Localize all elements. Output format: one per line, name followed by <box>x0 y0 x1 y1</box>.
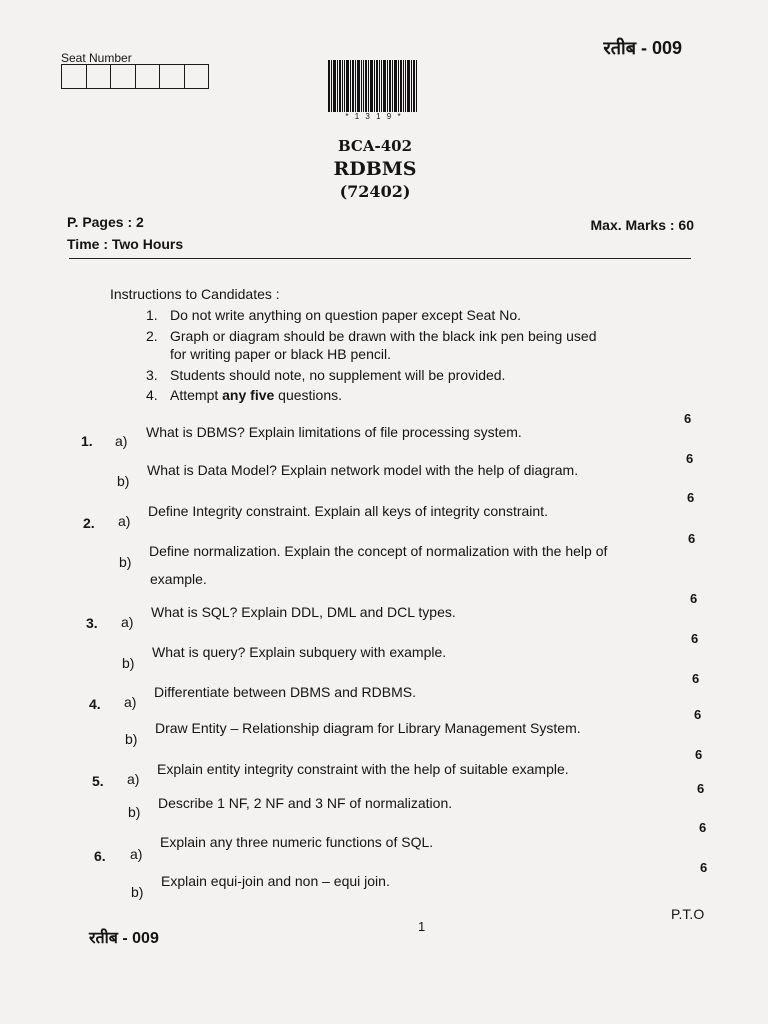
question-text-continued: example. <box>150 571 207 587</box>
question-number: 6. <box>94 848 106 864</box>
question-part-label: b) <box>125 731 138 747</box>
question-marks: 6 <box>700 860 708 875</box>
question-part-label: a) <box>124 694 137 710</box>
course-number: (72402) <box>339 182 411 201</box>
question-part-label: b) <box>122 655 135 671</box>
header-divider <box>69 258 691 259</box>
exam-duration: Time : Two Hours <box>67 236 184 252</box>
question-text: What is Data Model? Explain network model with the help of diagram. <box>147 462 579 478</box>
seat-number-label: Seat Number <box>61 51 132 65</box>
seat-box <box>111 65 136 88</box>
question-marks: 6 <box>697 781 705 796</box>
instruction-number: 4. <box>146 387 158 403</box>
question-part-label: a) <box>121 614 134 630</box>
instruction-text: Attempt <box>170 387 223 403</box>
question-marks: 6 <box>692 671 700 686</box>
question-marks: 6 <box>691 631 699 646</box>
course-code: BCA-402 <box>337 137 413 155</box>
question-part-label: a) <box>115 433 128 449</box>
question-marks: 6 <box>699 820 707 835</box>
instruction-number: 1. <box>146 307 158 323</box>
question-marks: 6 <box>684 411 692 426</box>
question-part-label: b) <box>117 473 130 489</box>
instruction-text: Students should note, no supplement will be provided. <box>170 367 506 383</box>
question-text: Explain any three numeric functions of SQL. <box>160 834 434 850</box>
question-number: 2. <box>83 515 95 531</box>
question-part-label: a) <box>127 771 140 787</box>
barcode-image <box>328 60 417 112</box>
question-text: Differentiate between DBMS and RDBMS. <box>154 684 416 700</box>
instruction-text: Do not write anything on question paper except Seat No. <box>170 307 521 323</box>
question-marks: 6 <box>688 531 696 546</box>
max-marks: Max. Marks : 60 <box>590 217 694 233</box>
seat-box <box>185 65 209 88</box>
question-number: 4. <box>89 696 101 712</box>
seat-box <box>160 65 185 88</box>
question-text: Explain equi-join and non – equi join. <box>161 873 390 889</box>
instruction-text: Graph or diagram should be drawn with the black ink pen being used <box>170 328 597 344</box>
seat-box <box>136 65 161 88</box>
page-count: P. Pages : 2 <box>67 214 144 230</box>
instruction-item <box>146 387 342 403</box>
barcode-number: * 1 3 1 9 * <box>345 112 403 121</box>
question-number: 1. <box>81 433 93 449</box>
question-text: Describe 1 NF, 2 NF and 3 NF of normalization. <box>158 795 453 811</box>
instruction-item <box>146 367 505 383</box>
question-marks: 6 <box>687 490 695 505</box>
question-part-label: b) <box>119 554 132 570</box>
question-number: 3. <box>86 615 98 631</box>
question-text: What is DBMS? Explain limitations of file processing system. <box>146 424 522 440</box>
question-marks: 6 <box>686 451 694 466</box>
instructions-title: Instructions to Candidates : <box>110 286 280 302</box>
question-part-label: a) <box>130 846 143 862</box>
instruction-text: questions. <box>274 387 342 403</box>
instruction-item <box>146 328 596 344</box>
question-part-label: b) <box>128 804 141 820</box>
question-text: Define normalization. Explain the concept of normalization with the help of <box>149 543 608 559</box>
paper-code-top: रतीब - 009 <box>603 38 682 58</box>
question-text: Define Integrity constraint. Explain all keys of integrity constraint. <box>148 503 548 519</box>
question-text: Explain entity integrity constraint with the help of suitable example. <box>157 761 569 777</box>
instruction-number: 3. <box>146 367 158 383</box>
question-marks: 6 <box>690 591 698 606</box>
page-number: 1 <box>418 919 426 934</box>
question-marks: 6 <box>695 747 703 762</box>
instruction-item <box>146 307 521 323</box>
instruction-text-continued: for writing paper or black HB pencil. <box>170 346 391 362</box>
instruction-number: 2. <box>146 328 158 344</box>
question-text: What is query? Explain subquery with example. <box>152 644 447 660</box>
question-part-label: a) <box>118 513 131 529</box>
question-marks: 6 <box>694 707 702 722</box>
question-part-label: b) <box>131 884 144 900</box>
question-number: 5. <box>92 773 104 789</box>
seat-box <box>87 65 112 88</box>
please-turn-over: P.T.O <box>671 906 705 922</box>
seat-box <box>62 65 87 88</box>
instruction-emphasis: any five <box>222 387 275 403</box>
course-name: RDBMS <box>333 158 417 180</box>
question-text: Draw Entity – Relationship diagram for Library Management System. <box>155 720 581 736</box>
paper-code-bottom: रतीब - 009 <box>89 930 159 947</box>
question-text: What is SQL? Explain DDL, DML and DCL types. <box>151 604 456 620</box>
seat-number-boxes <box>61 64 209 89</box>
